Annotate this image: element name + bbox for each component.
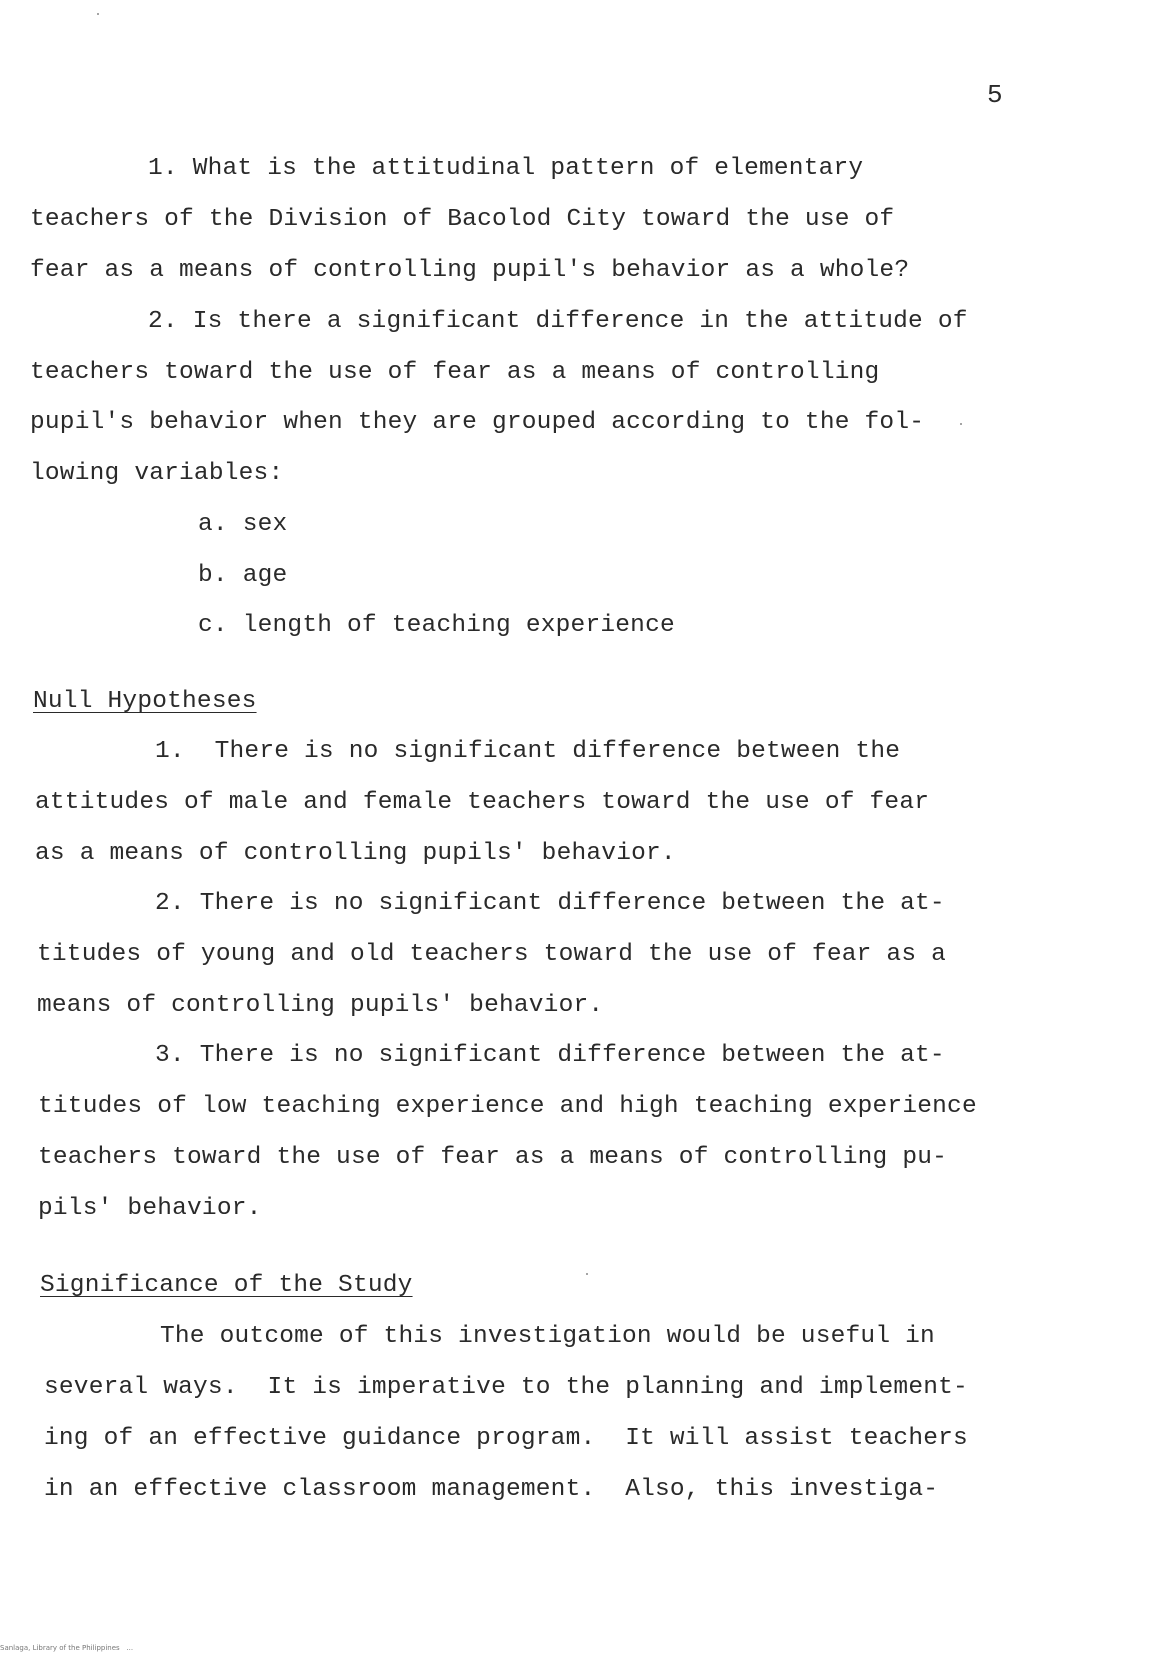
- significance-line: several ways. It is imperative to the planning and implement-: [44, 1374, 968, 1401]
- hypothesis-line: titudes of young and old teachers toward the use of fear as a: [37, 941, 947, 968]
- question-line: teachers of the Division of Bacolod City toward the use of: [30, 206, 895, 233]
- question-line: 2. Is there a significant difference in the attitude of: [148, 308, 968, 335]
- question-line: 1. What is the attitudinal pattern of elementary: [148, 155, 864, 182]
- significance-line: The outcome of this investigation would be useful in: [160, 1323, 935, 1350]
- hypothesis-line: 2. There is no significant difference between the at-: [155, 890, 945, 917]
- variable-item: c. length of teaching experience: [198, 612, 675, 639]
- significance-line: ing of an effective guidance program. It will assist teachers: [44, 1425, 968, 1452]
- significance-line: in an effective classroom management. Also, this investiga-: [44, 1476, 939, 1503]
- hypothesis-line: means of controlling pupils' behavior.: [37, 992, 604, 1019]
- variable-item: a. sex: [198, 511, 288, 538]
- question-line: fear as a means of controlling pupil's behavior as a whole?: [30, 257, 910, 284]
- scan-speck: [97, 13, 99, 15]
- hypothesis-line: 1. There is no significant difference between the: [155, 738, 901, 765]
- scan-footer: Sanlaga, Library of the Philippines ...: [0, 1644, 134, 1652]
- variable-item: b. age: [198, 562, 288, 589]
- scan-speck: [960, 423, 962, 425]
- page-number: 5: [987, 80, 1003, 110]
- hypothesis-line: titudes of low teaching experience and high teaching experience: [38, 1093, 977, 1120]
- hypothesis-line: teachers toward the use of fear as a means of controlling pu-: [38, 1144, 948, 1171]
- significance-heading: Significance of the Study: [40, 1272, 413, 1299]
- hypothesis-line: as a means of controlling pupils' behavior.: [35, 840, 676, 867]
- question-line: teachers toward the use of fear as a means of controlling: [30, 359, 880, 386]
- question-line: lowing variables:: [30, 460, 284, 487]
- scan-speck: [586, 1273, 588, 1275]
- hypothesis-line: 3. There is no significant difference between the at-: [155, 1042, 945, 1069]
- null-hypotheses-heading: Null Hypotheses: [33, 688, 257, 715]
- hypothesis-line: pils' behavior.: [38, 1195, 262, 1222]
- question-line: pupil's behavior when they are grouped according to the fol-: [30, 409, 925, 436]
- hypothesis-line: attitudes of male and female teachers toward the use of fear: [35, 789, 930, 816]
